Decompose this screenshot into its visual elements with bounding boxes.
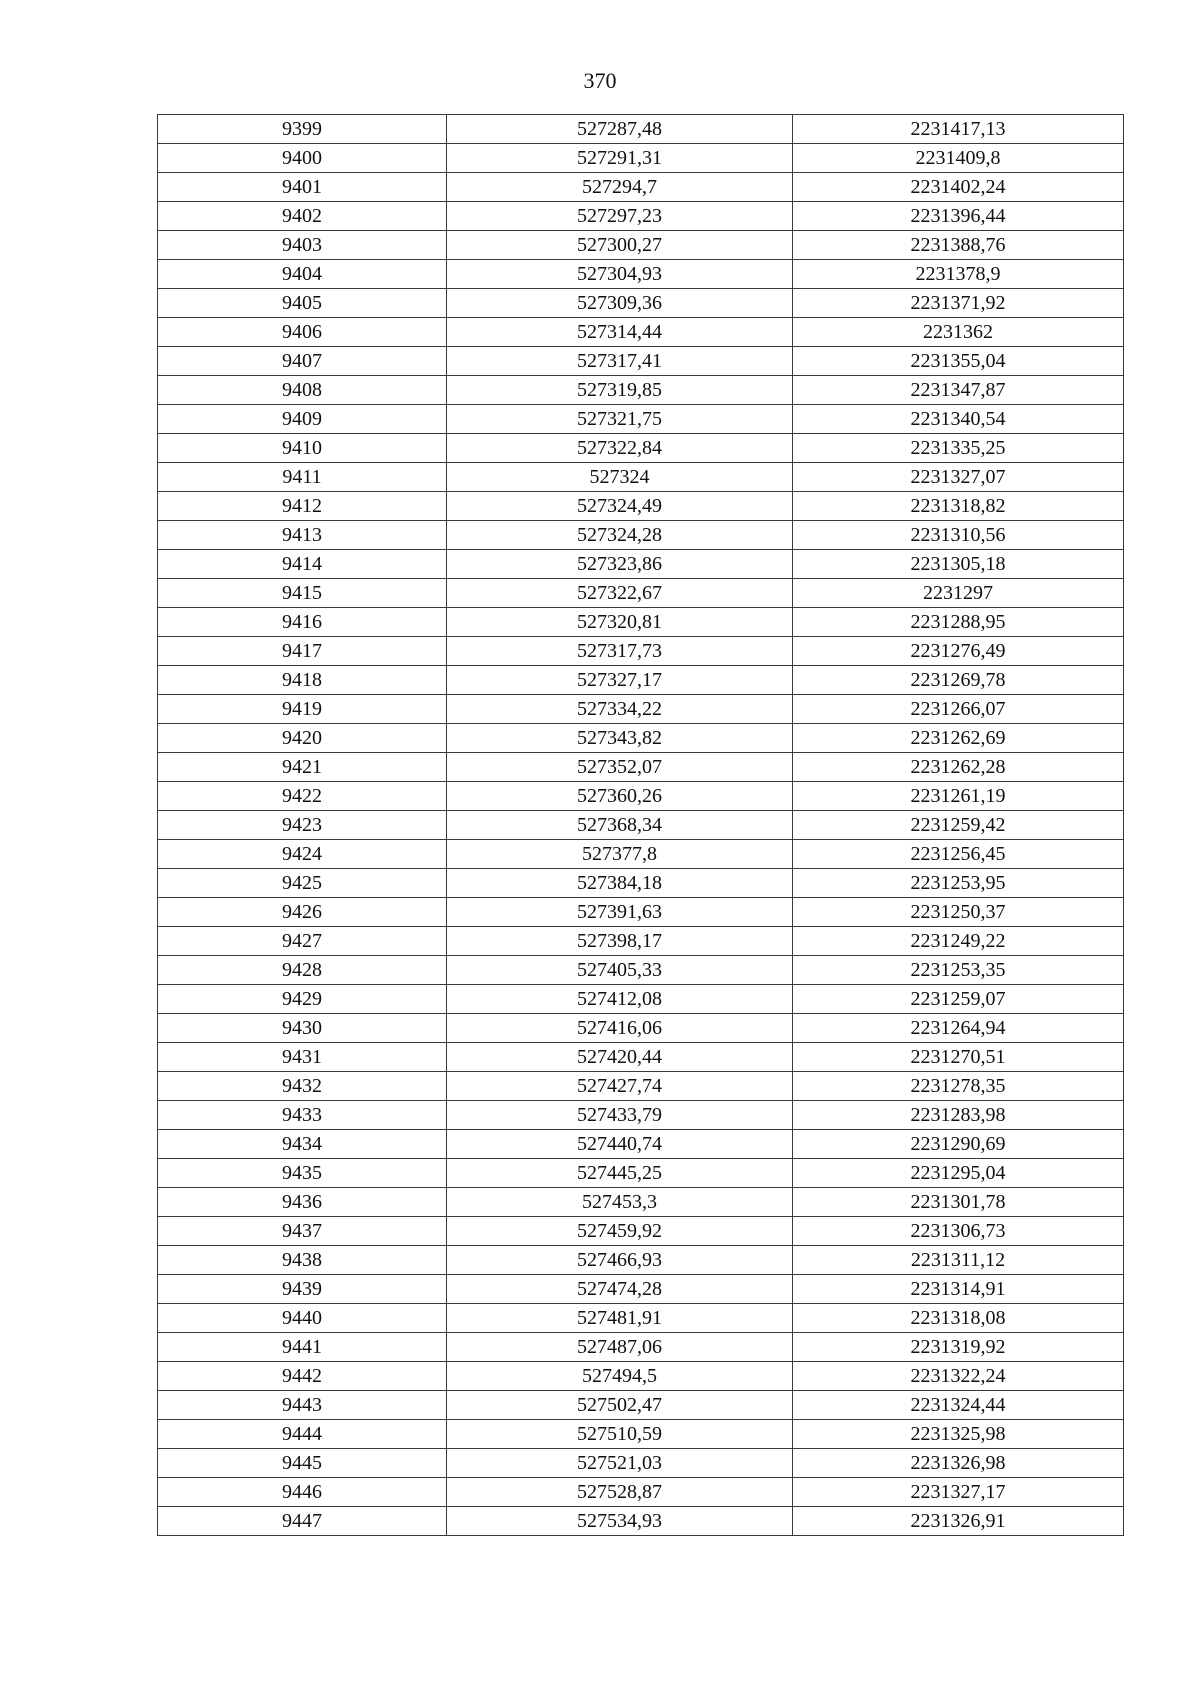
x-coordinate-cell: 527481,91 xyxy=(447,1304,793,1333)
x-coordinate-cell: 527534,93 xyxy=(447,1507,793,1536)
x-coordinate-cell: 527398,17 xyxy=(447,927,793,956)
y-coordinate-cell: 2231327,17 xyxy=(793,1478,1124,1507)
x-coordinate-cell: 527320,81 xyxy=(447,608,793,637)
y-coordinate-cell: 2231378,9 xyxy=(793,260,1124,289)
table-row xyxy=(158,1246,1124,1275)
x-coordinate-cell: 527466,93 xyxy=(447,1246,793,1275)
table-row xyxy=(158,550,1124,579)
y-coordinate-cell: 2231324,44 xyxy=(793,1391,1124,1420)
point-number-cell: 9442 xyxy=(158,1362,447,1391)
x-coordinate-cell: 527384,18 xyxy=(447,869,793,898)
table-row xyxy=(158,1101,1124,1130)
y-coordinate-cell: 2231355,04 xyxy=(793,347,1124,376)
table-row xyxy=(158,405,1124,434)
table-row xyxy=(158,1043,1124,1072)
x-coordinate-cell: 527323,86 xyxy=(447,550,793,579)
point-number-cell: 9433 xyxy=(158,1101,447,1130)
y-coordinate-cell: 2231259,42 xyxy=(793,811,1124,840)
point-number-cell: 9429 xyxy=(158,985,447,1014)
x-coordinate-cell: 527322,84 xyxy=(447,434,793,463)
table-row xyxy=(158,1130,1124,1159)
y-coordinate-cell: 2231306,73 xyxy=(793,1217,1124,1246)
x-coordinate-cell: 527510,59 xyxy=(447,1420,793,1449)
table-row xyxy=(158,260,1124,289)
point-number-cell: 9428 xyxy=(158,956,447,985)
point-number-cell: 9416 xyxy=(158,608,447,637)
y-coordinate-cell: 2231305,18 xyxy=(793,550,1124,579)
coordinates-table-body xyxy=(158,115,1124,1536)
table-row xyxy=(158,1275,1124,1304)
y-coordinate-cell: 2231318,82 xyxy=(793,492,1124,521)
table-row xyxy=(158,1188,1124,1217)
point-number-cell: 9421 xyxy=(158,753,447,782)
table-row xyxy=(158,579,1124,608)
y-coordinate-cell: 2231311,12 xyxy=(793,1246,1124,1275)
table-row xyxy=(158,434,1124,463)
point-number-cell: 9444 xyxy=(158,1420,447,1449)
table-row xyxy=(158,1304,1124,1333)
y-coordinate-cell: 2231253,95 xyxy=(793,869,1124,898)
point-number-cell: 9441 xyxy=(158,1333,447,1362)
point-number-cell: 9427 xyxy=(158,927,447,956)
point-number-cell: 9426 xyxy=(158,898,447,927)
page-number: 370 xyxy=(583,68,617,93)
point-number-cell: 9432 xyxy=(158,1072,447,1101)
point-number-cell: 9411 xyxy=(158,463,447,492)
table-row xyxy=(158,956,1124,985)
x-coordinate-cell: 527300,27 xyxy=(447,231,793,260)
x-coordinate-cell: 527377,8 xyxy=(447,840,793,869)
point-number-cell: 9430 xyxy=(158,1014,447,1043)
x-coordinate-cell: 527317,73 xyxy=(447,637,793,666)
y-coordinate-cell: 2231276,49 xyxy=(793,637,1124,666)
y-coordinate-cell: 2231301,78 xyxy=(793,1188,1124,1217)
y-coordinate-cell: 2231288,95 xyxy=(793,608,1124,637)
point-number-cell: 9443 xyxy=(158,1391,447,1420)
x-coordinate-cell: 527317,41 xyxy=(447,347,793,376)
y-coordinate-cell: 2231388,76 xyxy=(793,231,1124,260)
y-coordinate-cell: 2231318,08 xyxy=(793,1304,1124,1333)
table-row xyxy=(158,1478,1124,1507)
table-row xyxy=(158,666,1124,695)
y-coordinate-cell: 2231262,69 xyxy=(793,724,1124,753)
coordinates-table xyxy=(157,114,1124,1536)
y-coordinate-cell: 2231310,56 xyxy=(793,521,1124,550)
x-coordinate-cell: 527297,23 xyxy=(447,202,793,231)
point-number-cell: 9418 xyxy=(158,666,447,695)
point-number-cell: 9405 xyxy=(158,289,447,318)
table-row xyxy=(158,840,1124,869)
table-row xyxy=(158,231,1124,260)
x-coordinate-cell: 527440,74 xyxy=(447,1130,793,1159)
point-number-cell: 9445 xyxy=(158,1449,447,1478)
y-coordinate-cell: 2231253,35 xyxy=(793,956,1124,985)
point-number-cell: 9439 xyxy=(158,1275,447,1304)
y-coordinate-cell: 2231249,22 xyxy=(793,927,1124,956)
point-number-cell: 9447 xyxy=(158,1507,447,1536)
table-row xyxy=(158,521,1124,550)
x-coordinate-cell: 527474,28 xyxy=(447,1275,793,1304)
table-row xyxy=(158,1420,1124,1449)
x-coordinate-cell: 527314,44 xyxy=(447,318,793,347)
table-row xyxy=(158,724,1124,753)
point-number-cell: 9431 xyxy=(158,1043,447,1072)
point-number-cell: 9399 xyxy=(158,115,447,144)
y-coordinate-cell: 2231269,78 xyxy=(793,666,1124,695)
table-row xyxy=(158,869,1124,898)
x-coordinate-cell: 527352,07 xyxy=(447,753,793,782)
point-number-cell: 9406 xyxy=(158,318,447,347)
y-coordinate-cell: 2231270,51 xyxy=(793,1043,1124,1072)
y-coordinate-cell: 2231362 xyxy=(793,318,1124,347)
point-number-cell: 9436 xyxy=(158,1188,447,1217)
x-coordinate-cell: 527294,7 xyxy=(447,173,793,202)
x-coordinate-cell: 527445,25 xyxy=(447,1159,793,1188)
x-coordinate-cell: 527360,26 xyxy=(447,782,793,811)
y-coordinate-cell: 2231290,69 xyxy=(793,1130,1124,1159)
point-number-cell: 9403 xyxy=(158,231,447,260)
table-row xyxy=(158,1072,1124,1101)
y-coordinate-cell: 2231259,07 xyxy=(793,985,1124,1014)
x-coordinate-cell: 527521,03 xyxy=(447,1449,793,1478)
x-coordinate-cell: 527322,67 xyxy=(447,579,793,608)
y-coordinate-cell: 2231340,54 xyxy=(793,405,1124,434)
table-row xyxy=(158,202,1124,231)
point-number-cell: 9446 xyxy=(158,1478,447,1507)
y-coordinate-cell: 2231326,98 xyxy=(793,1449,1124,1478)
y-coordinate-cell: 2231261,19 xyxy=(793,782,1124,811)
y-coordinate-cell: 2231347,87 xyxy=(793,376,1124,405)
table-row xyxy=(158,1449,1124,1478)
x-coordinate-cell: 527494,5 xyxy=(447,1362,793,1391)
point-number-cell: 9420 xyxy=(158,724,447,753)
y-coordinate-cell: 2231250,37 xyxy=(793,898,1124,927)
x-coordinate-cell: 527324 xyxy=(447,463,793,492)
y-coordinate-cell: 2231409,8 xyxy=(793,144,1124,173)
point-number-cell: 9404 xyxy=(158,260,447,289)
table-row xyxy=(158,1333,1124,1362)
point-number-cell: 9417 xyxy=(158,637,447,666)
y-coordinate-cell: 2231314,91 xyxy=(793,1275,1124,1304)
x-coordinate-cell: 527287,48 xyxy=(447,115,793,144)
point-number-cell: 9410 xyxy=(158,434,447,463)
y-coordinate-cell: 2231278,35 xyxy=(793,1072,1124,1101)
table-row xyxy=(158,782,1124,811)
x-coordinate-cell: 527321,75 xyxy=(447,405,793,434)
point-number-cell: 9419 xyxy=(158,695,447,724)
table-row xyxy=(158,811,1124,840)
x-coordinate-cell: 527304,93 xyxy=(447,260,793,289)
table-row xyxy=(158,347,1124,376)
x-coordinate-cell: 527391,63 xyxy=(447,898,793,927)
x-coordinate-cell: 527427,74 xyxy=(447,1072,793,1101)
y-coordinate-cell: 2231402,24 xyxy=(793,173,1124,202)
point-number-cell: 9440 xyxy=(158,1304,447,1333)
point-number-cell: 9414 xyxy=(158,550,447,579)
x-coordinate-cell: 527324,28 xyxy=(447,521,793,550)
x-coordinate-cell: 527416,06 xyxy=(447,1014,793,1043)
table-row xyxy=(158,173,1124,202)
table-row xyxy=(158,637,1124,666)
x-coordinate-cell: 527368,34 xyxy=(447,811,793,840)
point-number-cell: 9435 xyxy=(158,1159,447,1188)
table-row xyxy=(158,608,1124,637)
table-row xyxy=(158,927,1124,956)
x-coordinate-cell: 527487,06 xyxy=(447,1333,793,1362)
y-coordinate-cell: 2231371,92 xyxy=(793,289,1124,318)
table-row xyxy=(158,318,1124,347)
table-row xyxy=(158,463,1124,492)
table-row xyxy=(158,1217,1124,1246)
point-number-cell: 9402 xyxy=(158,202,447,231)
y-coordinate-cell: 2231396,44 xyxy=(793,202,1124,231)
x-coordinate-cell: 527420,44 xyxy=(447,1043,793,1072)
y-coordinate-cell: 2231326,91 xyxy=(793,1507,1124,1536)
point-number-cell: 9412 xyxy=(158,492,447,521)
y-coordinate-cell: 2231295,04 xyxy=(793,1159,1124,1188)
point-number-cell: 9434 xyxy=(158,1130,447,1159)
table-row xyxy=(158,1014,1124,1043)
x-coordinate-cell: 527327,17 xyxy=(447,666,793,695)
y-coordinate-cell: 2231319,92 xyxy=(793,1333,1124,1362)
y-coordinate-cell: 2231325,98 xyxy=(793,1420,1124,1449)
point-number-cell: 9408 xyxy=(158,376,447,405)
y-coordinate-cell: 2231297 xyxy=(793,579,1124,608)
point-number-cell: 9423 xyxy=(158,811,447,840)
x-coordinate-cell: 527528,87 xyxy=(447,1478,793,1507)
y-coordinate-cell: 2231322,24 xyxy=(793,1362,1124,1391)
table-row xyxy=(158,695,1124,724)
y-coordinate-cell: 2231335,25 xyxy=(793,434,1124,463)
table-row xyxy=(158,985,1124,1014)
point-number-cell: 9424 xyxy=(158,840,447,869)
point-number-cell: 9407 xyxy=(158,347,447,376)
x-coordinate-cell: 527291,31 xyxy=(447,144,793,173)
point-number-cell: 9401 xyxy=(158,173,447,202)
point-number-cell: 9422 xyxy=(158,782,447,811)
table-row xyxy=(158,1159,1124,1188)
table-row xyxy=(158,1362,1124,1391)
table-row xyxy=(158,289,1124,318)
point-number-cell: 9437 xyxy=(158,1217,447,1246)
table-row xyxy=(158,492,1124,521)
point-number-cell: 9425 xyxy=(158,869,447,898)
point-number-cell: 9415 xyxy=(158,579,447,608)
point-number-cell: 9409 xyxy=(158,405,447,434)
point-number-cell: 9413 xyxy=(158,521,447,550)
table-row xyxy=(158,1391,1124,1420)
y-coordinate-cell: 2231266,07 xyxy=(793,695,1124,724)
table-row xyxy=(158,144,1124,173)
x-coordinate-cell: 527502,47 xyxy=(447,1391,793,1420)
table-row xyxy=(158,1507,1124,1536)
point-number-cell: 9400 xyxy=(158,144,447,173)
table-row xyxy=(158,376,1124,405)
x-coordinate-cell: 527405,33 xyxy=(447,956,793,985)
y-coordinate-cell: 2231262,28 xyxy=(793,753,1124,782)
x-coordinate-cell: 527453,3 xyxy=(447,1188,793,1217)
x-coordinate-cell: 527433,79 xyxy=(447,1101,793,1130)
x-coordinate-cell: 527319,85 xyxy=(447,376,793,405)
y-coordinate-cell: 2231283,98 xyxy=(793,1101,1124,1130)
y-coordinate-cell: 2231256,45 xyxy=(793,840,1124,869)
x-coordinate-cell: 527412,08 xyxy=(447,985,793,1014)
x-coordinate-cell: 527309,36 xyxy=(447,289,793,318)
table-row xyxy=(158,115,1124,144)
table-row xyxy=(158,753,1124,782)
y-coordinate-cell: 2231417,13 xyxy=(793,115,1124,144)
x-coordinate-cell: 527343,82 xyxy=(447,724,793,753)
point-number-cell: 9438 xyxy=(158,1246,447,1275)
x-coordinate-cell: 527459,92 xyxy=(447,1217,793,1246)
x-coordinate-cell: 527334,22 xyxy=(447,695,793,724)
table-row xyxy=(158,898,1124,927)
x-coordinate-cell: 527324,49 xyxy=(447,492,793,521)
y-coordinate-cell: 2231327,07 xyxy=(793,463,1124,492)
y-coordinate-cell: 2231264,94 xyxy=(793,1014,1124,1043)
